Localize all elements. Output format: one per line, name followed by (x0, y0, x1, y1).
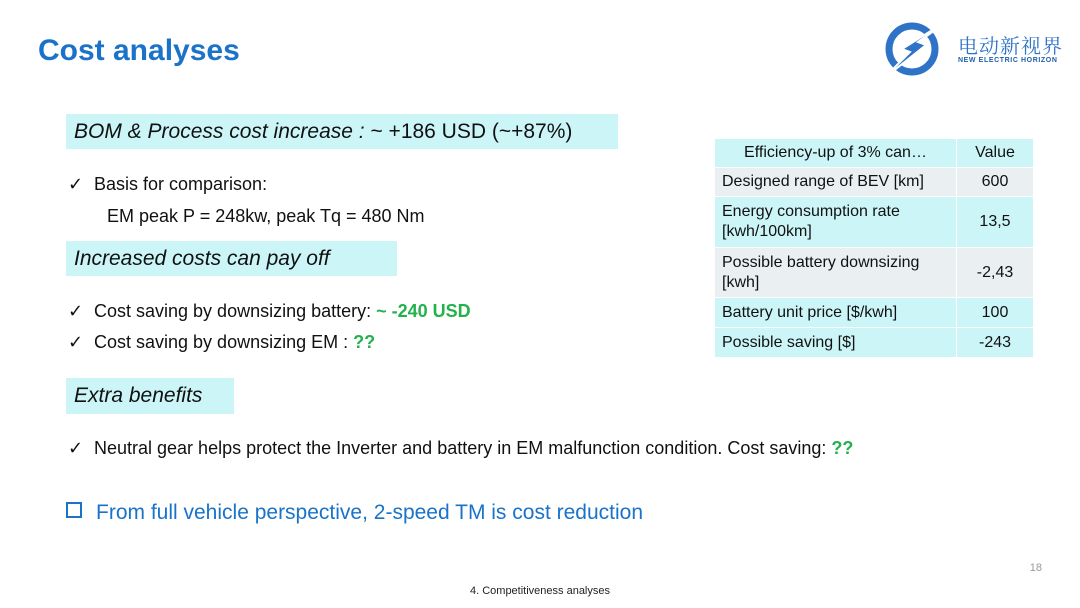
check-icon: ✓ (68, 438, 84, 458)
payoff-heading (66, 241, 397, 276)
logo-chinese-name: 电动新视界 (958, 34, 1063, 58)
table-header-cell: Efficiency-up of 3% can… (715, 139, 957, 168)
table-row (715, 328, 1034, 358)
payoff-heading-text: Increased costs can pay off (74, 246, 330, 270)
table-row (715, 197, 1034, 248)
table-header-row (715, 139, 1034, 168)
table-cell-label: Possible battery downsizing [kwh] (715, 248, 957, 298)
page-number: 18 (1029, 562, 1042, 574)
em-saving-text: Cost saving by downsizing EM : (94, 332, 354, 352)
table-row (715, 248, 1034, 298)
company-logo (880, 12, 1070, 82)
table-cell-label: Possible saving [$] (715, 328, 957, 358)
conclusion-bullet (66, 501, 643, 525)
table-cell-label: Energy consumption rate [kwh/100km] (715, 197, 957, 248)
extra-benefits-heading-text: Extra benefits (74, 384, 203, 407)
table-cell-value: 100 (957, 298, 1034, 328)
table-cell-value: -2,43 (957, 248, 1034, 298)
slide-footer: 4. Competitiveness analyses (469, 585, 610, 597)
slide-title: Cost analyses (38, 34, 240, 67)
neutral-gear-text: Neutral gear helps protect the Inverter and battery in EM malfunction condition. Cost saving: (94, 438, 832, 458)
battery-saving-text: Cost saving by downsizing battery: (94, 301, 377, 321)
conclusion-text: From full vehicle perspective, 2-speed TM is cost reduction (96, 501, 644, 524)
table-cell-value: 600 (957, 168, 1034, 197)
em-saving-value: ?? (353, 332, 376, 352)
table-row (715, 168, 1034, 197)
logo-english-name: NEW ELECTRIC HORIZON (958, 57, 1058, 64)
table-cell-value: 13,5 (957, 197, 1034, 248)
lightning-bolt-circle-icon (880, 12, 958, 82)
basis-label: Basis for comparison: (94, 174, 268, 194)
bom-cost-heading-text: BOM & Process cost increase : (74, 119, 365, 143)
bom-cost-heading-value: ~ +186 USD (~+87%) (370, 119, 573, 143)
basis-detail: EM peak P = 248kw, peak Tq = 480 Nm (107, 206, 425, 226)
battery-saving-value: ~ -240 USD (376, 301, 471, 321)
table-row (715, 298, 1034, 328)
neutral-gear-value: ?? (831, 438, 854, 458)
check-icon: ✓ (68, 301, 84, 321)
basis-bullet (68, 174, 267, 195)
battery-saving-bullet (68, 301, 471, 322)
efficiency-table (714, 138, 1034, 358)
table-cell-label: Designed range of BEV [km] (715, 168, 957, 197)
neutral-gear-bullet (68, 438, 853, 459)
checkbox-square-icon (66, 502, 82, 518)
table-cell-value: -243 (957, 328, 1034, 358)
extra-benefits-heading (66, 378, 234, 414)
check-icon: ✓ (68, 174, 84, 194)
em-saving-bullet (68, 332, 375, 353)
check-icon: ✓ (68, 332, 84, 352)
bom-cost-heading (66, 114, 618, 149)
table-header-cell: Value (957, 139, 1034, 168)
table-cell-label: Battery unit price [$/kwh] (715, 298, 957, 328)
